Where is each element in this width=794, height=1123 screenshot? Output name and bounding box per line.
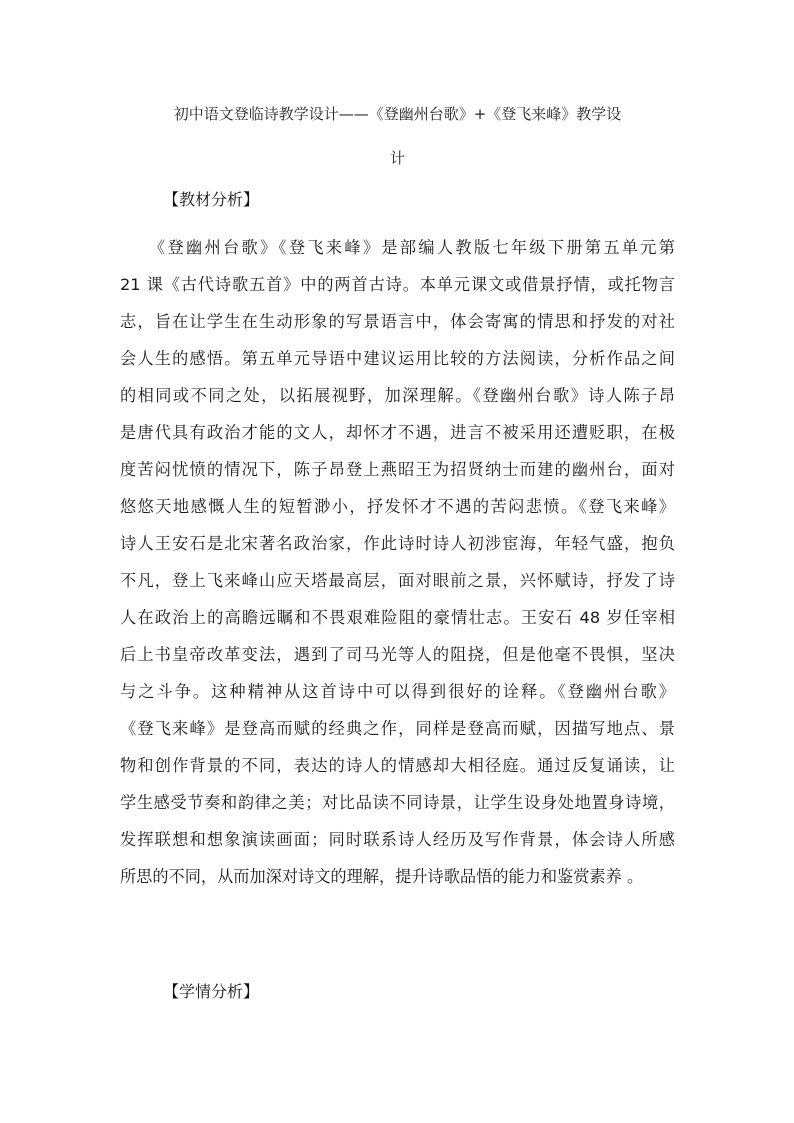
document-title-line-2: 计 [389,149,405,167]
paragraph-line: 志，旨在让学生在生动形象的写景语言中，体会寄寓的情思和抒发的对社 [120,312,675,331]
paragraph-line: 度苦闷忧愤的情况下，陈子昂登上燕昭王为招贤纳士而建的幽州台，面对 [120,460,675,479]
paragraph-line: 的相同或不同之处，以拓展视野，加深理解。《登幽州台歌》诗人陈子昂 [120,386,675,405]
document-title-line-1: 初中语文登临诗教学设计——《登幽州台歌》+《登飞来峰》教学设 [173,105,622,123]
section-heading-student-analysis: 【学情分析】 [163,982,260,1001]
paragraph-line: 学生感受节奏和韵律之美；对比品读不同诗景，让学生设身处地置身诗境， [120,793,675,812]
section-heading-textbook-analysis: 【教材分析】 [163,190,260,209]
paragraph-line: 后上书皇帝改革变法，遇到了司马光等人的阻挠，但是他毫不畏惧，坚决 [120,645,675,664]
paragraph-line: 不凡，登上飞来峰山应天塔最高层，面对眼前之景，兴怀赋诗，抒发了诗 [120,571,675,590]
paragraph-line: 《登幽州台歌》《登飞来峰》是部编人教版七年级下册第五单元第 [149,238,675,257]
paragraph-line: 物和创作背景的不同，表达的诗人的情感却大相径庭。通过反复诵读，让 [120,756,675,775]
paragraph-line: 人在政治上的高瞻远瞩和不畏艰难险阻的豪情壮志。王安石 48 岁任宰相 [120,608,675,627]
paragraph-line: 悠悠天地感慨人生的短暂渺小，抒发怀才不遇的苦闷悲愤。《登飞来峰》 [120,497,675,516]
paragraph-line: 《登飞来峰》是登高而赋的经典之作，同样是登高而赋，因描写地点、景 [120,719,675,738]
paragraph-line: 与之斗争。这种精神从这首诗中可以得到很好的诠释。《登幽州台歌》 [120,682,675,701]
paragraph-line: 诗人王安石是北宋著名政治家，作此诗时诗人初涉宦海，年轻气盛，抱负 [120,534,675,553]
paragraph-line: 所思的不同，从而加深对诗文的理解，提升诗歌品悟的能力和鉴赏素养 。 [120,867,644,886]
paragraph-line: 发挥联想和想象演读画面；同时联系诗人经历及写作背景，体会诗人所感 [120,830,675,849]
paragraph-line: 会人生的感悟。第五单元导语中建议运用比较的方法阅读，分析作品之间 [120,349,675,368]
paragraph-line: 21 课《古代诗歌五首》中的两首古诗。本单元课文或借景抒情，或托物言 [120,275,675,294]
paragraph-line: 是唐代具有政治才能的文人，却怀才不遇，进言不被采用还遭贬职，在极 [120,423,675,442]
